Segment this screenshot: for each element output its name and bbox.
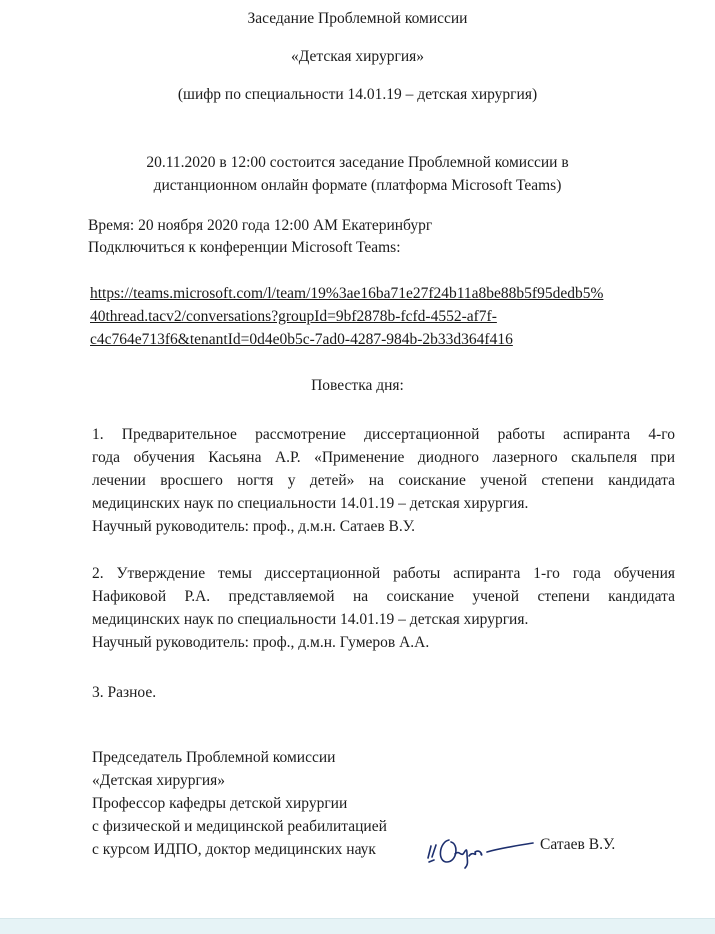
agenda-item-1-supervisor: Научный руководитель: проф., д.м.н. Сатаев В.У. [92,518,416,535]
agenda-item-1-line-4: медицинских наук по специальности 14.01.19 – детская хирургия. [92,495,529,512]
handwritten-signature [425,832,535,872]
announcement-line-1: 20.11.2020 в 12:00 состоится заседание Проблемной комиссии в [146,154,569,171]
signature-position-line-1: Председатель Проблемной комиссии [92,749,336,766]
signature-position-line-3: Профессор кафедры детской хирургии [92,795,348,812]
agenda-item-2-line-1: 2. Утверждение темы диссертационной работы аспиранта 1-го года обучения [92,565,675,582]
teams-link-line-3[interactable]: c4c764e713f6&tenantId=0d4e0b5c-7ad0-4287-984b-2b33d364f416 [90,331,513,348]
header-title: Заседание Проблемной комиссии [247,10,468,27]
viewer-bottom-bar [0,918,715,934]
meeting-connect-label: Подключиться к конференции Microsoft Teams: [88,239,401,256]
signature-position-line-4: с физической и медицинской реабилитацией [92,818,387,835]
teams-link-line-2[interactable]: 40thread.tacv2/conversations?groupId=9bf2878b-fcfd-4552-af7f- [90,308,497,325]
agenda-item-1-line-1: 1. Предварительное рассмотрение диссертационной работы аспиранта 4-го [92,426,675,443]
header-commission-name: «Детская хирургия» [290,48,425,65]
meeting-time: Время: 20 ноября 2020 года 12:00 AM Екатеринбург [88,217,433,234]
agenda-item-3: 3. Разное. [92,684,157,701]
signature-position-line-5: с курсом ИДПО, доктор медицинских наук [92,841,376,858]
agenda-item-2-line-3: медицинских наук по специальности 14.01.19 – детская хирургия. [92,611,529,628]
agenda-item-2-supervisor: Научный руководитель: проф., д.м.н. Гумеров А.А. [92,634,430,651]
signatory-name: Сатаев В.У. [540,836,616,853]
agenda-item-1-line-2: года обучения Касьяна А.Р. «Применение диодного лазерного скальпеля при [92,449,675,466]
teams-link-line-1[interactable]: https://teams.microsoft.com/l/team/19%3ae16ba71e27f24b11a8be88b5f95dedb5% [90,285,604,302]
agenda-item-2-line-2: Нафиковой Р.А. представляемой на соискание ученой степени кандидата [92,588,675,605]
signature-position-line-2: «Детская хирургия» [92,772,226,789]
agenda-item-1-line-3: лечении вросшего ногтя у детей» на соискание ученой степени кандидата [92,472,675,489]
agenda-title: Повестка дня: [311,377,404,394]
announcement-line-2: дистанционном онлайн формате (платформа Microsoft Teams) [153,177,562,194]
header-specialty-code: (шифр по специальности 14.01.19 – детская хирургия) [177,86,538,103]
